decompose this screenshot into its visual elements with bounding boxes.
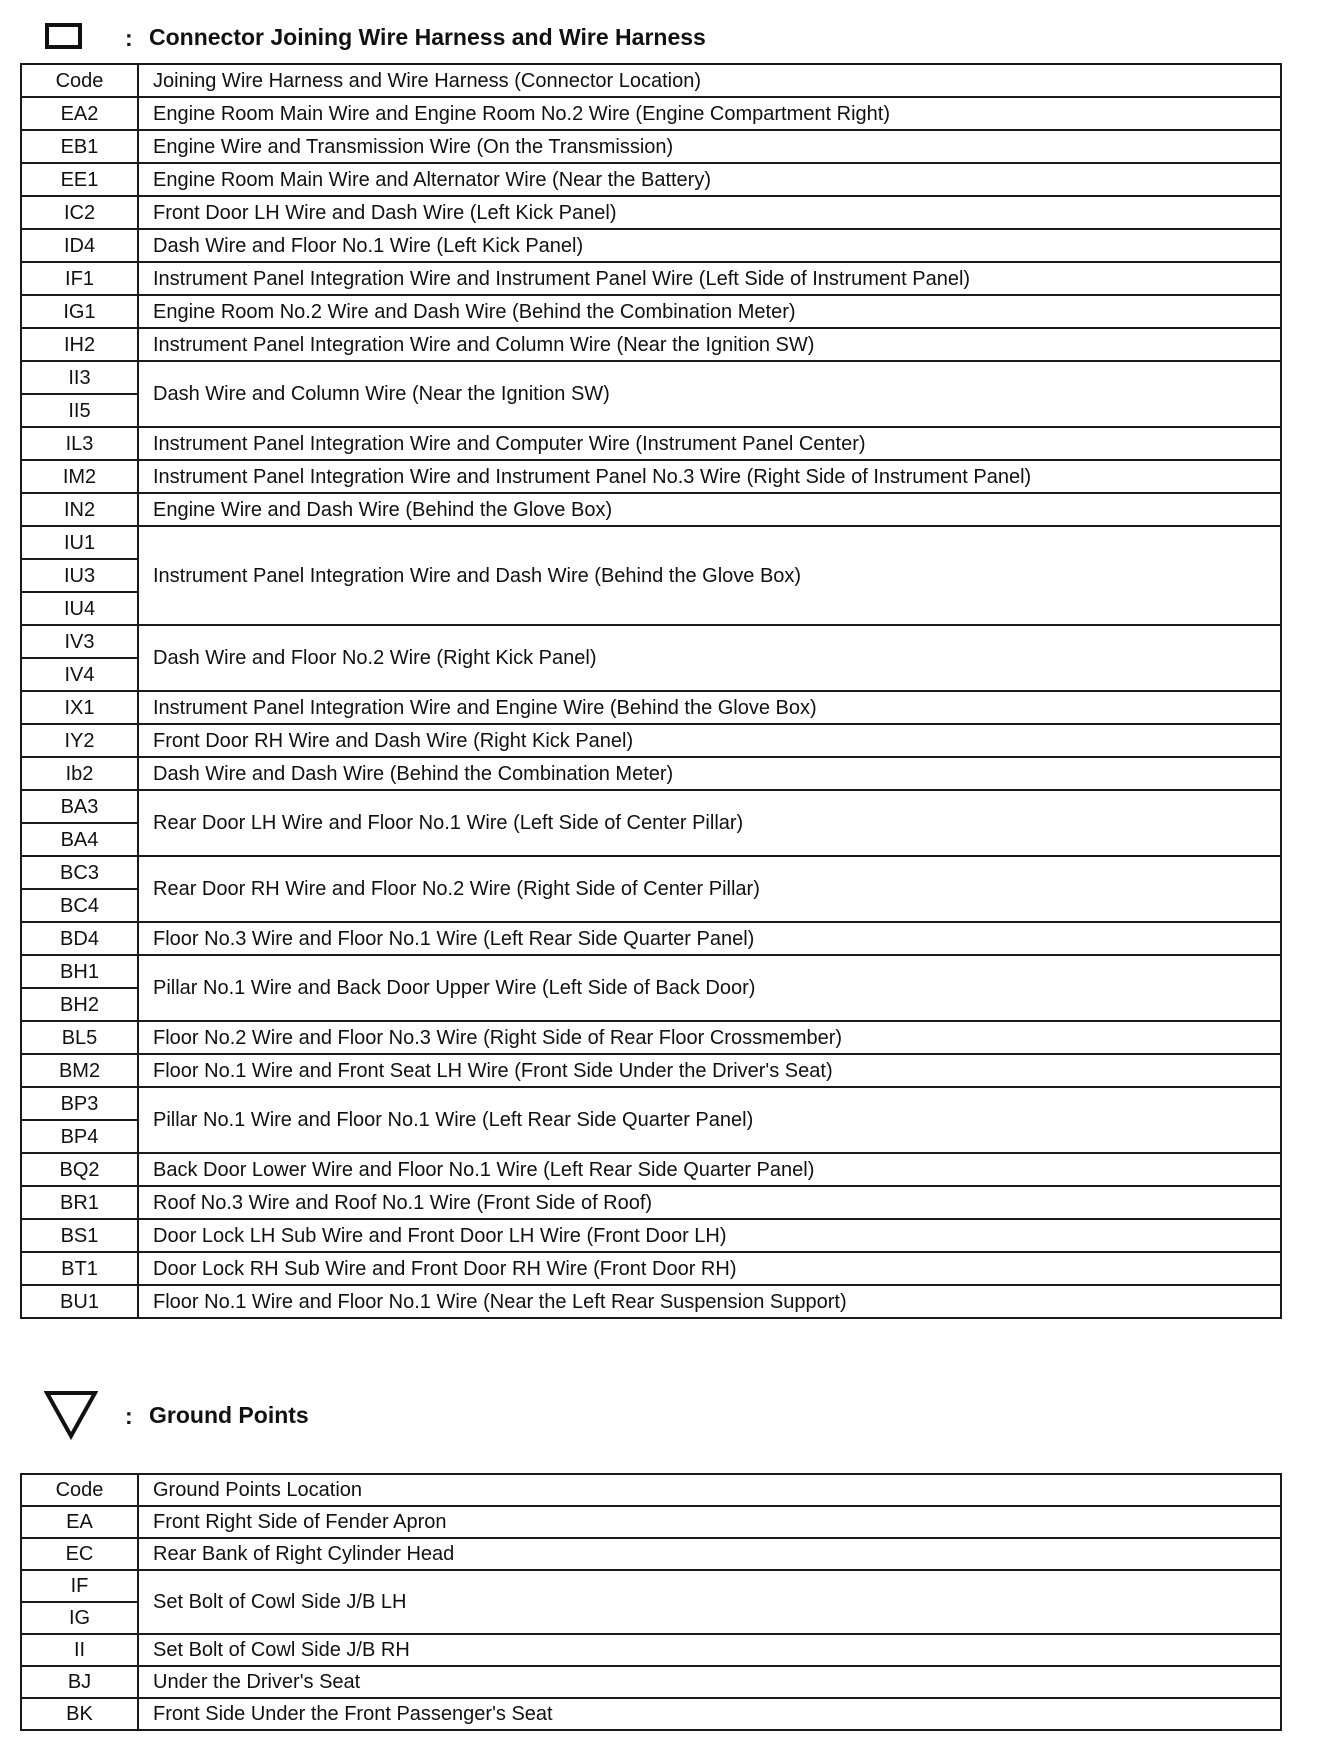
table-row <box>21 1186 1281 1219</box>
table-row <box>21 1634 1281 1666</box>
code-cell: BA3 <box>21 790 138 823</box>
code-cell: BH2 <box>21 988 138 1021</box>
description-cell: Instrument Panel Integration Wire and Dash Wire (Behind the Glove Box) <box>138 526 1281 625</box>
header-code: Code <box>21 1474 138 1506</box>
table-header-row <box>21 64 1281 97</box>
table-row <box>21 1666 1281 1698</box>
connector-table-body <box>21 64 1281 1318</box>
description-cell: Dash Wire and Floor No.1 Wire (Left Kick Panel) <box>138 229 1281 262</box>
table-row <box>21 757 1281 790</box>
table-row <box>21 790 1281 823</box>
code-cell: IM2 <box>21 460 138 493</box>
description-cell: Instrument Panel Integration Wire and Computer Wire (Instrument Panel Center) <box>138 427 1281 460</box>
description-cell: Pillar No.1 Wire and Floor No.1 Wire (Left Rear Side Quarter Panel) <box>138 1087 1281 1153</box>
description-cell: Instrument Panel Integration Wire and Column Wire (Near the Ignition SW) <box>138 328 1281 361</box>
description-cell: Instrument Panel Integration Wire and Instrument Panel No.3 Wire (Right Side of Instrument Panel) <box>138 460 1281 493</box>
code-cell: IL3 <box>21 427 138 460</box>
table-row <box>21 1252 1281 1285</box>
connector-square-icon <box>45 23 82 49</box>
description-cell: Front Side Under the Front Passenger's Seat <box>138 1698 1281 1730</box>
ground-section-title: Ground Points <box>149 1402 309 1428</box>
description-cell: Engine Room Main Wire and Alternator Wire (Near the Battery) <box>138 163 1281 196</box>
code-cell: IN2 <box>21 493 138 526</box>
description-cell: Set Bolt of Cowl Side J/B RH <box>138 1634 1281 1666</box>
description-cell: Front Door LH Wire and Dash Wire (Left Kick Panel) <box>138 196 1281 229</box>
table-row <box>21 724 1281 757</box>
description-cell: Back Door Lower Wire and Floor No.1 Wire (Left Rear Side Quarter Panel) <box>138 1153 1281 1186</box>
description-cell: Rear Bank of Right Cylinder Head <box>138 1538 1281 1570</box>
code-cell: IC2 <box>21 196 138 229</box>
ground-table-body <box>21 1474 1281 1730</box>
header-description: Ground Points Location <box>138 1474 1281 1506</box>
code-cell: BM2 <box>21 1054 138 1087</box>
description-cell: Floor No.2 Wire and Floor No.3 Wire (Right Side of Rear Floor Crossmember) <box>138 1021 1281 1054</box>
code-cell: EB1 <box>21 130 138 163</box>
table-row <box>21 328 1281 361</box>
table-row <box>21 1570 1281 1602</box>
code-cell: BU1 <box>21 1285 138 1318</box>
description-cell: Instrument Panel Integration Wire and Instrument Panel Wire (Left Side of Instrument Panel) <box>138 262 1281 295</box>
code-cell: EC <box>21 1538 138 1570</box>
code-cell: IV3 <box>21 625 138 658</box>
description-cell: Rear Door RH Wire and Floor No.2 Wire (Right Side of Center Pillar) <box>138 856 1281 922</box>
description-cell: Dash Wire and Dash Wire (Behind the Combination Meter) <box>138 757 1281 790</box>
description-cell: Door Lock RH Sub Wire and Front Door RH Wire (Front Door RH) <box>138 1252 1281 1285</box>
table-row <box>21 526 1281 559</box>
code-cell: BP3 <box>21 1087 138 1120</box>
code-cell: EA2 <box>21 97 138 130</box>
table-row <box>21 1153 1281 1186</box>
code-cell: BT1 <box>21 1252 138 1285</box>
description-cell: Door Lock LH Sub Wire and Front Door LH Wire (Front Door LH) <box>138 1219 1281 1252</box>
table-row <box>21 427 1281 460</box>
table-row <box>21 460 1281 493</box>
table-row <box>21 1054 1281 1087</box>
code-cell: IG <box>21 1602 138 1634</box>
code-cell: BA4 <box>21 823 138 856</box>
table-row <box>21 625 1281 658</box>
description-cell: Pillar No.1 Wire and Back Door Upper Wire (Left Side of Back Door) <box>138 955 1281 1021</box>
code-cell: II <box>21 1634 138 1666</box>
table-row <box>21 493 1281 526</box>
code-cell: BJ <box>21 1666 138 1698</box>
table-row <box>21 1087 1281 1120</box>
description-cell: Set Bolt of Cowl Side J/B LH <box>138 1570 1281 1634</box>
table-row <box>21 163 1281 196</box>
ground-triangle-icon <box>44 1390 98 1440</box>
code-cell: ID4 <box>21 229 138 262</box>
description-cell: Engine Wire and Transmission Wire (On the Transmission) <box>138 130 1281 163</box>
description-cell: Floor No.1 Wire and Floor No.1 Wire (Near the Left Rear Suspension Support) <box>138 1285 1281 1318</box>
ground-section-colon: : <box>125 1403 133 1429</box>
table-row <box>21 955 1281 988</box>
code-cell: BQ2 <box>21 1153 138 1186</box>
code-cell: EE1 <box>21 163 138 196</box>
table-header-row <box>21 1474 1281 1506</box>
table-row <box>21 1219 1281 1252</box>
code-cell: IU4 <box>21 592 138 625</box>
description-cell: Roof No.3 Wire and Roof No.1 Wire (Front Side of Roof) <box>138 1186 1281 1219</box>
description-cell: Engine Room Main Wire and Engine Room No.2 Wire (Engine Compartment Right) <box>138 97 1281 130</box>
table-row <box>21 229 1281 262</box>
header-description: Joining Wire Harness and Wire Harness (Connector Location) <box>138 64 1281 97</box>
code-cell: IF1 <box>21 262 138 295</box>
header-code: Code <box>21 64 138 97</box>
code-cell: Ib2 <box>21 757 138 790</box>
code-cell: BH1 <box>21 955 138 988</box>
code-cell: IF <box>21 1570 138 1602</box>
code-cell: BL5 <box>21 1021 138 1054</box>
table-row <box>21 856 1281 889</box>
code-cell: BD4 <box>21 922 138 955</box>
ground-table <box>20 1473 1282 1731</box>
code-cell: BC4 <box>21 889 138 922</box>
code-cell: IG1 <box>21 295 138 328</box>
table-row <box>21 97 1281 130</box>
description-cell: Engine Wire and Dash Wire (Behind the Glove Box) <box>138 493 1281 526</box>
code-cell: BR1 <box>21 1186 138 1219</box>
table-row <box>21 361 1281 394</box>
code-cell: IV4 <box>21 658 138 691</box>
table-row <box>21 196 1281 229</box>
description-cell: Rear Door LH Wire and Floor No.1 Wire (Left Side of Center Pillar) <box>138 790 1281 856</box>
description-cell: Engine Room No.2 Wire and Dash Wire (Behind the Combination Meter) <box>138 295 1281 328</box>
code-cell: II3 <box>21 361 138 394</box>
code-cell: BS1 <box>21 1219 138 1252</box>
code-cell: BP4 <box>21 1120 138 1153</box>
connector-table <box>20 63 1282 1319</box>
description-cell: Instrument Panel Integration Wire and Engine Wire (Behind the Glove Box) <box>138 691 1281 724</box>
code-cell: EA <box>21 1506 138 1538</box>
table-row <box>21 691 1281 724</box>
code-cell: BK <box>21 1698 138 1730</box>
table-row <box>21 1021 1281 1054</box>
table-row <box>21 295 1281 328</box>
description-cell: Under the Driver's Seat <box>138 1666 1281 1698</box>
code-cell: BC3 <box>21 856 138 889</box>
description-cell: Floor No.1 Wire and Front Seat LH Wire (Front Side Under the Driver's Seat) <box>138 1054 1281 1087</box>
code-cell: II5 <box>21 394 138 427</box>
description-cell: Dash Wire and Floor No.2 Wire (Right Kick Panel) <box>138 625 1281 691</box>
description-cell: Front Door RH Wire and Dash Wire (Right Kick Panel) <box>138 724 1281 757</box>
description-cell: Dash Wire and Column Wire (Near the Ignition SW) <box>138 361 1281 427</box>
description-cell: Front Right Side of Fender Apron <box>138 1506 1281 1538</box>
table-row <box>21 130 1281 163</box>
description-cell: Floor No.3 Wire and Floor No.1 Wire (Left Rear Side Quarter Panel) <box>138 922 1281 955</box>
table-row <box>21 1506 1281 1538</box>
table-row <box>21 922 1281 955</box>
code-cell: IX1 <box>21 691 138 724</box>
code-cell: IH2 <box>21 328 138 361</box>
table-row <box>21 1698 1281 1730</box>
code-cell: IY2 <box>21 724 138 757</box>
table-row <box>21 1285 1281 1318</box>
code-cell: IU1 <box>21 526 138 559</box>
table-row <box>21 1538 1281 1570</box>
table-row <box>21 262 1281 295</box>
connector-section-colon: : <box>125 25 133 51</box>
code-cell: IU3 <box>21 559 138 592</box>
connector-section-title: Connector Joining Wire Harness and Wire Harness <box>149 24 706 50</box>
